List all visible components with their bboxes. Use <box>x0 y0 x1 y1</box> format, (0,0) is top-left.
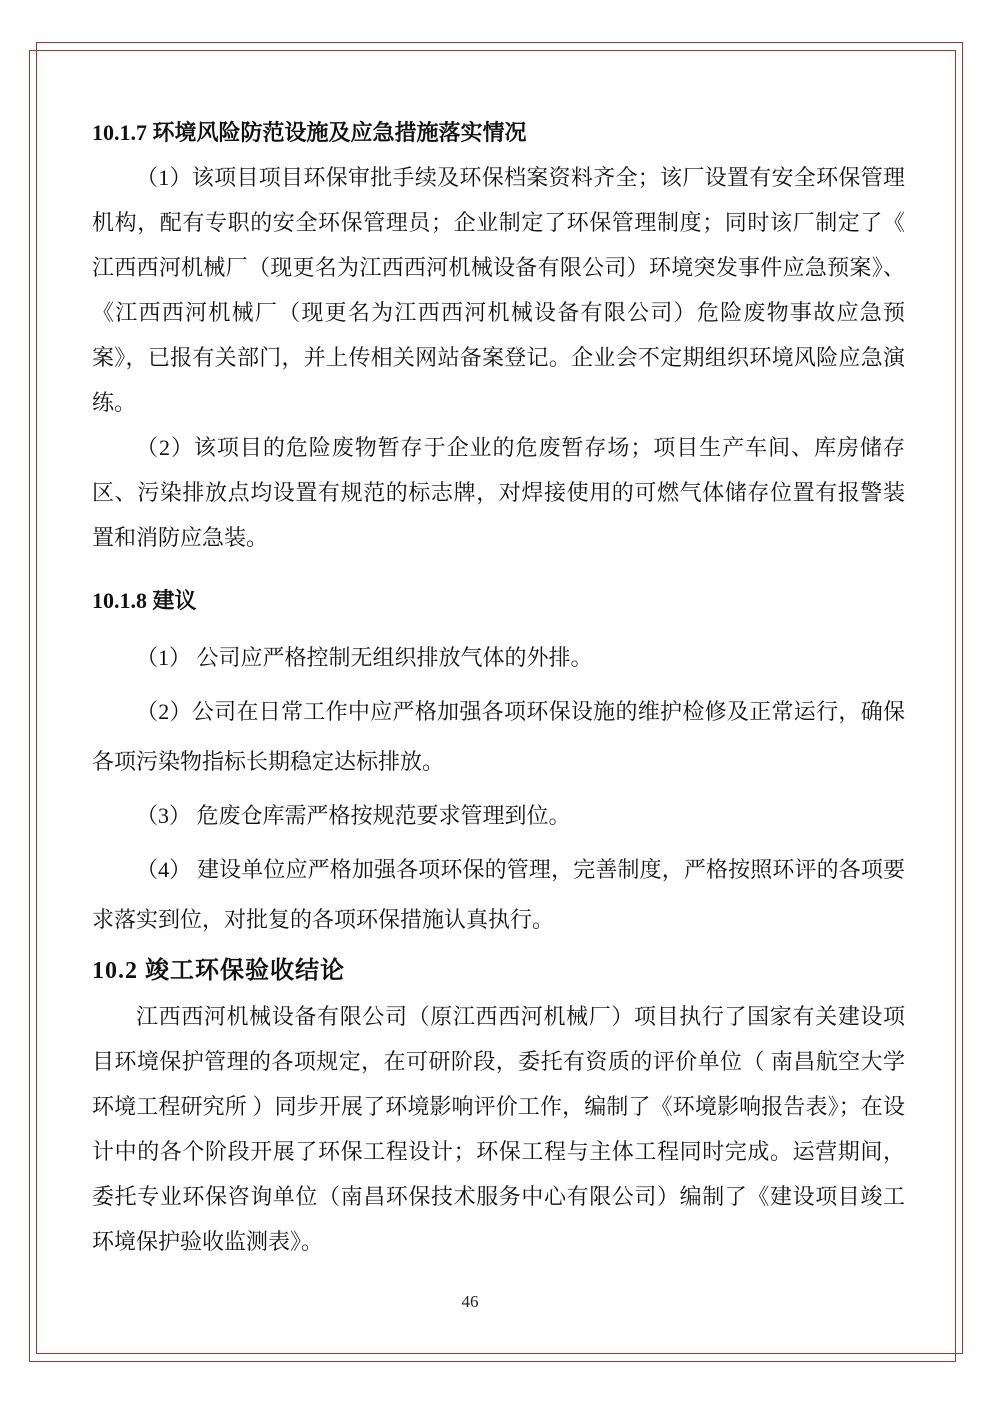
heading-10-2: 10.2 竣工环保验收结论 <box>92 958 345 984</box>
heading-10-1-8: 10.1.8 建议 <box>92 588 197 613</box>
suggestion-item-2: （2）公司在日常工作中应严格加强各项环保设施的维护检修及正常运行，确保各项污染物指标长期稳定达标排放。 <box>92 699 905 774</box>
paragraph-risk-prevention-1: （1）该项目项目环保审批手续及环保档案资料齐全；该厂设置有安全环保管理机构，配有专职的安全环保管理员；企业制定了环保管理制度；同时该厂制定了《 江西西河机械厂（现更名为江西西河机械设备有限公司）环境突发事件应急预案》、《江西西河机械厂（现更名为江西西河机械设备有限公司）危险废物事故应急预案》，已报有关部门，并上传相关网站备案登记。企业会不定期组织环境风险应急演练。 <box>92 165 905 415</box>
page-content <box>92 110 905 1264</box>
suggestion-item-1: （1） 公司应严格控制无组织排放气体的外排。 <box>136 645 593 670</box>
page-number: 46 <box>461 1292 479 1311</box>
paragraph-risk-prevention-2: （2）该项目的危险废物暂存于企业的危废暂存场；项目生产车间、库房储存区、污染排放点均设置有规范的标志牌，对焊接使用的可燃气体储存位置有报警装置和消防应急装。 <box>92 435 905 550</box>
suggestion-item-4: （4） 建设单位应严格加强各项环保的管理，完善制度，严格按照环评的各项要求落实到位，对批复的各项环保措施认真执行。 <box>92 857 905 932</box>
heading-10-1-7: 10.1.7 环境风险防范设施及应急措施落实情况 <box>92 120 527 145</box>
paragraph-acceptance-conclusion: 江西西河机械设备有限公司（原江西西河机械厂）项目执行了国家有关建设项目环境保护管理的各项规定，在可研阶段，委托有资质的评价单位（ 南昌航空大学环境工程研究所 ）同步开展了环境影响评价工作，编制了《环境影响报告表》；在设计中的各个阶段开展了环保工程设计；环保工程与主体工程同时完成。运营期间，委托专业环保咨询单位（南昌环保技术服务中心有限公司）编制了《建设项目竣工环境保护验收监测表》。 <box>92 1004 905 1254</box>
suggestion-item-3: （3） 危废仓库需严格按规范要求管理到位。 <box>136 803 571 828</box>
